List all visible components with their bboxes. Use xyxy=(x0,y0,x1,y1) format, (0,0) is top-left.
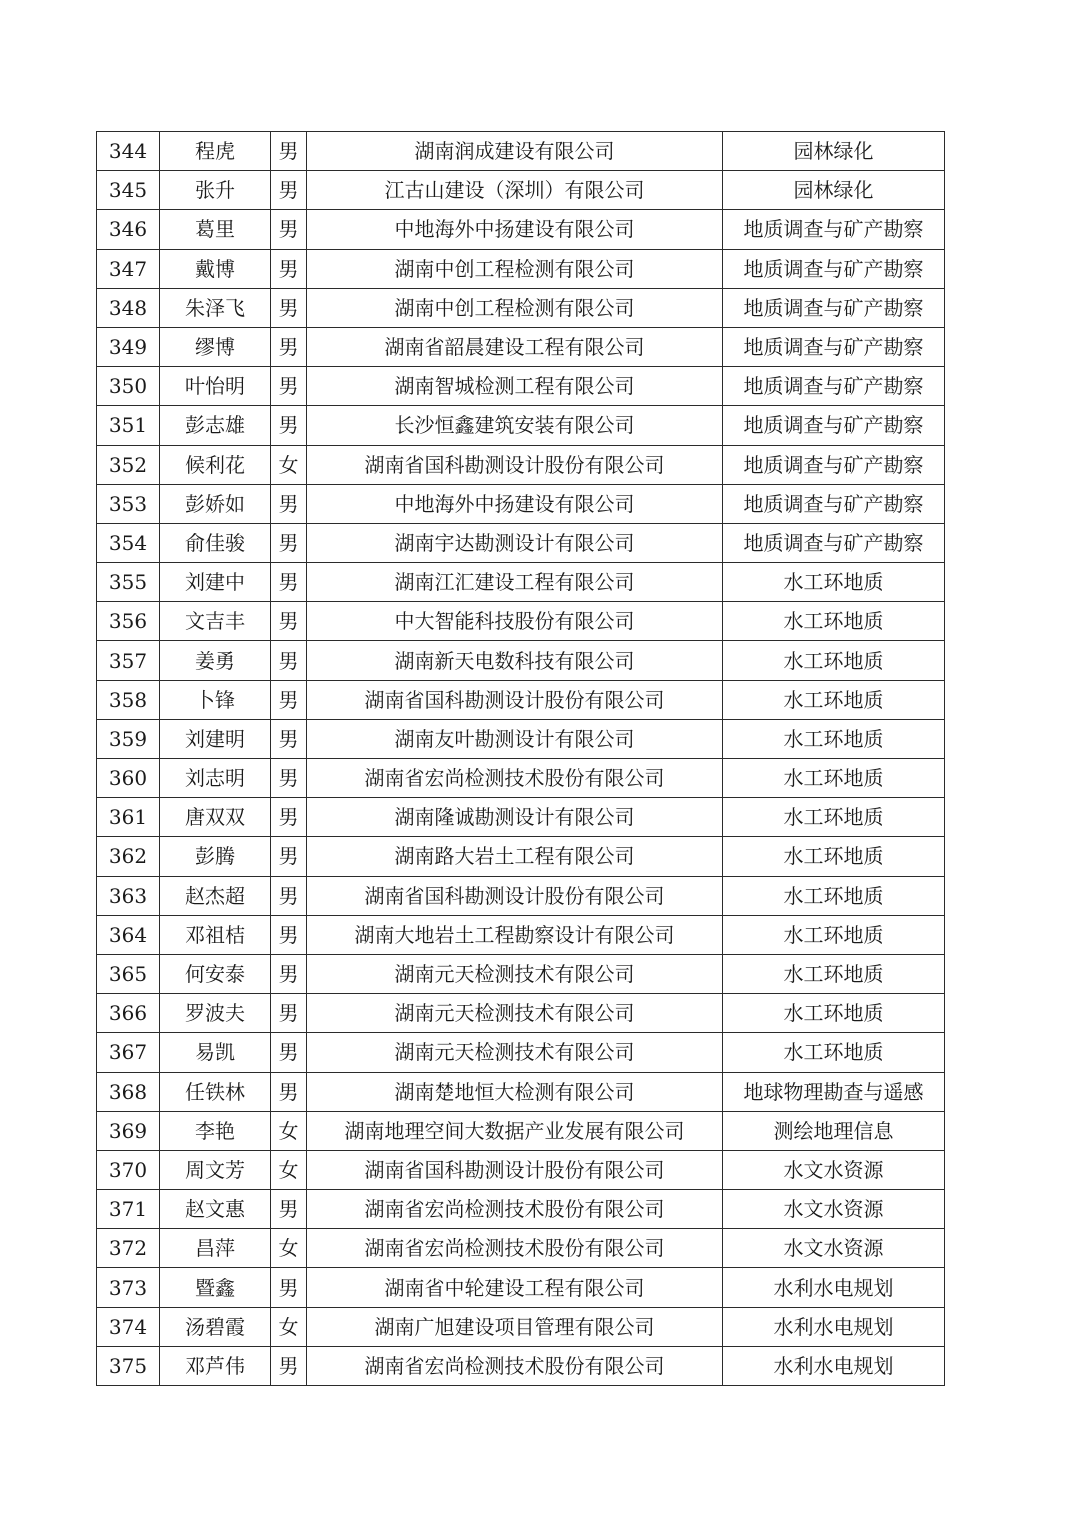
table-row xyxy=(97,602,945,641)
gender: 女 xyxy=(271,1111,307,1150)
person-name: 唐双双 xyxy=(160,798,271,837)
table-row xyxy=(97,1307,945,1346)
company-name: 湖南省韶晨建设工程有限公司 xyxy=(307,327,723,366)
row-number: 359 xyxy=(97,719,160,758)
table-row xyxy=(97,719,945,758)
row-number: 348 xyxy=(97,288,160,327)
table-row xyxy=(97,1111,945,1150)
gender: 男 xyxy=(271,602,307,641)
row-number: 353 xyxy=(97,484,160,523)
table-row xyxy=(97,327,945,366)
gender: 男 xyxy=(271,484,307,523)
table-row xyxy=(97,798,945,837)
person-name: 朱泽飞 xyxy=(160,288,271,327)
specialty-field: 测绘地理信息 xyxy=(723,1111,945,1150)
specialty-field: 水工环地质 xyxy=(723,563,945,602)
specialty-field: 水工环地质 xyxy=(723,837,945,876)
person-name: 卜锋 xyxy=(160,680,271,719)
specialty-field: 地质调查与矿产勘察 xyxy=(723,249,945,288)
company-name: 湖南省国科勘测设计股份有限公司 xyxy=(307,680,723,719)
company-name: 中地海外中扬建设有限公司 xyxy=(307,484,723,523)
row-number: 357 xyxy=(97,641,160,680)
table-row xyxy=(97,523,945,562)
company-name: 江古山建设（深圳）有限公司 xyxy=(307,171,723,210)
specialty-field: 水工环地质 xyxy=(723,759,945,798)
specialty-field: 园林绿化 xyxy=(723,171,945,210)
person-name: 赵杰超 xyxy=(160,876,271,915)
company-name: 湖南新天电数科技有限公司 xyxy=(307,641,723,680)
table-row xyxy=(97,1229,945,1268)
company-name: 湖南广旭建设项目管理有限公司 xyxy=(307,1307,723,1346)
row-number: 367 xyxy=(97,1033,160,1072)
row-number: 369 xyxy=(97,1111,160,1150)
row-number: 344 xyxy=(97,132,160,171)
specialty-field: 水工环地质 xyxy=(723,602,945,641)
table-row xyxy=(97,406,945,445)
company-name: 湖南省宏尚检测技术股份有限公司 xyxy=(307,759,723,798)
company-name: 湖南中创工程检测有限公司 xyxy=(307,288,723,327)
row-number: 366 xyxy=(97,994,160,1033)
person-name: 彭腾 xyxy=(160,837,271,876)
specialty-field: 水工环地质 xyxy=(723,798,945,837)
specialty-field: 地质调查与矿产勘察 xyxy=(723,523,945,562)
gender: 男 xyxy=(271,1072,307,1111)
person-name: 邓芦伟 xyxy=(160,1346,271,1385)
specialty-field: 园林绿化 xyxy=(723,132,945,171)
gender: 男 xyxy=(271,132,307,171)
specialty-field: 水工环地质 xyxy=(723,954,945,993)
company-name: 湖南省国科勘测设计股份有限公司 xyxy=(307,876,723,915)
company-name: 湖南大地岩土工程勘察设计有限公司 xyxy=(307,915,723,954)
person-name: 易凯 xyxy=(160,1033,271,1072)
person-name: 任铁林 xyxy=(160,1072,271,1111)
gender: 男 xyxy=(271,680,307,719)
company-name: 湖南隆诚勘测设计有限公司 xyxy=(307,798,723,837)
person-name: 彭娇如 xyxy=(160,484,271,523)
company-name: 湖南省中轮建设工程有限公司 xyxy=(307,1268,723,1307)
company-name: 湖南友叶勘测设计有限公司 xyxy=(307,719,723,758)
specialty-field: 水利水电规划 xyxy=(723,1268,945,1307)
table-row xyxy=(97,1346,945,1385)
specialty-field: 地质调查与矿产勘察 xyxy=(723,288,945,327)
person-name: 文吉丰 xyxy=(160,602,271,641)
specialty-field: 地质调查与矿产勘察 xyxy=(723,367,945,406)
row-number: 373 xyxy=(97,1268,160,1307)
person-name: 刘建明 xyxy=(160,719,271,758)
gender: 男 xyxy=(271,954,307,993)
table-row xyxy=(97,210,945,249)
roster-table-body xyxy=(97,132,945,1386)
gender: 男 xyxy=(271,249,307,288)
person-name: 俞佳骏 xyxy=(160,523,271,562)
specialty-field: 地质调查与矿产勘察 xyxy=(723,327,945,366)
specialty-field: 水利水电规划 xyxy=(723,1346,945,1385)
table-row xyxy=(97,367,945,406)
table-row xyxy=(97,915,945,954)
table-row xyxy=(97,680,945,719)
gender: 男 xyxy=(271,171,307,210)
table-row xyxy=(97,484,945,523)
company-name: 湖南地理空间大数据产业发展有限公司 xyxy=(307,1111,723,1150)
person-name: 昌萍 xyxy=(160,1229,271,1268)
specialty-field: 水文水资源 xyxy=(723,1190,945,1229)
company-name: 湖南元天检测技术有限公司 xyxy=(307,954,723,993)
gender: 男 xyxy=(271,994,307,1033)
company-name: 中地海外中扬建设有限公司 xyxy=(307,210,723,249)
specialty-field: 水工环地质 xyxy=(723,994,945,1033)
specialty-field: 地质调查与矿产勘察 xyxy=(723,484,945,523)
row-number: 356 xyxy=(97,602,160,641)
gender: 男 xyxy=(271,367,307,406)
specialty-field: 地质调查与矿产勘察 xyxy=(723,445,945,484)
row-number: 361 xyxy=(97,798,160,837)
table-row xyxy=(97,563,945,602)
company-name: 湖南元天检测技术有限公司 xyxy=(307,994,723,1033)
gender: 男 xyxy=(271,523,307,562)
row-number: 365 xyxy=(97,954,160,993)
table-row xyxy=(97,171,945,210)
table-row xyxy=(97,1190,945,1229)
person-name: 姜勇 xyxy=(160,641,271,680)
company-name: 湖南江汇建设工程有限公司 xyxy=(307,563,723,602)
gender: 男 xyxy=(271,1190,307,1229)
gender: 女 xyxy=(271,1229,307,1268)
company-name: 中大智能科技股份有限公司 xyxy=(307,602,723,641)
row-number: 354 xyxy=(97,523,160,562)
table-row xyxy=(97,288,945,327)
gender: 女 xyxy=(271,1150,307,1189)
row-number: 371 xyxy=(97,1190,160,1229)
person-name: 赵文惠 xyxy=(160,1190,271,1229)
person-name: 何安泰 xyxy=(160,954,271,993)
gender: 男 xyxy=(271,915,307,954)
row-number: 358 xyxy=(97,680,160,719)
table-row xyxy=(97,249,945,288)
gender: 男 xyxy=(271,327,307,366)
specialty-field: 水工环地质 xyxy=(723,719,945,758)
table-row xyxy=(97,759,945,798)
company-name: 湖南元天检测技术有限公司 xyxy=(307,1033,723,1072)
specialty-field: 水工环地质 xyxy=(723,876,945,915)
company-name: 湖南省宏尚检测技术股份有限公司 xyxy=(307,1346,723,1385)
row-number: 346 xyxy=(97,210,160,249)
company-name: 长沙恒鑫建筑安装有限公司 xyxy=(307,406,723,445)
company-name: 湖南宇达勘测设计有限公司 xyxy=(307,523,723,562)
row-number: 352 xyxy=(97,445,160,484)
gender: 男 xyxy=(271,1268,307,1307)
row-number: 349 xyxy=(97,327,160,366)
table-row xyxy=(97,445,945,484)
row-number: 363 xyxy=(97,876,160,915)
gender: 男 xyxy=(271,876,307,915)
gender: 男 xyxy=(271,1033,307,1072)
person-name: 张升 xyxy=(160,171,271,210)
row-number: 345 xyxy=(97,171,160,210)
gender: 男 xyxy=(271,406,307,445)
row-number: 355 xyxy=(97,563,160,602)
row-number: 375 xyxy=(97,1346,160,1385)
specialty-field: 地质调查与矿产勘察 xyxy=(723,406,945,445)
company-name: 湖南省宏尚检测技术股份有限公司 xyxy=(307,1190,723,1229)
person-name: 刘志明 xyxy=(160,759,271,798)
person-name: 缪博 xyxy=(160,327,271,366)
gender: 女 xyxy=(271,445,307,484)
person-name: 刘建中 xyxy=(160,563,271,602)
person-name: 邓祖桔 xyxy=(160,915,271,954)
gender: 男 xyxy=(271,641,307,680)
row-number: 362 xyxy=(97,837,160,876)
company-name: 湖南路大岩土工程有限公司 xyxy=(307,837,723,876)
gender: 男 xyxy=(271,798,307,837)
row-number: 364 xyxy=(97,915,160,954)
person-name: 罗波夫 xyxy=(160,994,271,1033)
specialty-field: 地质调查与矿产勘察 xyxy=(723,210,945,249)
person-name: 戴博 xyxy=(160,249,271,288)
row-number: 350 xyxy=(97,367,160,406)
company-name: 湖南中创工程检测有限公司 xyxy=(307,249,723,288)
table-row xyxy=(97,641,945,680)
specialty-field: 水利水电规划 xyxy=(723,1307,945,1346)
row-number: 351 xyxy=(97,406,160,445)
gender: 男 xyxy=(271,288,307,327)
gender: 男 xyxy=(271,759,307,798)
table-row xyxy=(97,837,945,876)
specialty-field: 水工环地质 xyxy=(723,641,945,680)
gender: 男 xyxy=(271,719,307,758)
specialty-field: 水工环地质 xyxy=(723,680,945,719)
person-name: 葛里 xyxy=(160,210,271,249)
person-name: 暨鑫 xyxy=(160,1268,271,1307)
company-name: 湖南省宏尚检测技术股份有限公司 xyxy=(307,1229,723,1268)
gender: 男 xyxy=(271,210,307,249)
specialty-field: 水文水资源 xyxy=(723,1229,945,1268)
row-number: 368 xyxy=(97,1072,160,1111)
person-name: 候利花 xyxy=(160,445,271,484)
row-number: 360 xyxy=(97,759,160,798)
person-name: 叶怡明 xyxy=(160,367,271,406)
row-number: 347 xyxy=(97,249,160,288)
specialty-field: 水工环地质 xyxy=(723,1033,945,1072)
person-name: 程虎 xyxy=(160,132,271,171)
company-name: 湖南省国科勘测设计股份有限公司 xyxy=(307,1150,723,1189)
company-name: 湖南省国科勘测设计股份有限公司 xyxy=(307,445,723,484)
row-number: 372 xyxy=(97,1229,160,1268)
company-name: 湖南润成建设有限公司 xyxy=(307,132,723,171)
specialty-field: 水工环地质 xyxy=(723,915,945,954)
gender: 男 xyxy=(271,837,307,876)
table-row xyxy=(97,954,945,993)
person-name: 汤碧霞 xyxy=(160,1307,271,1346)
table-row xyxy=(97,1033,945,1072)
person-name: 周文芳 xyxy=(160,1150,271,1189)
person-name: 彭志雄 xyxy=(160,406,271,445)
table-row xyxy=(97,1072,945,1111)
row-number: 370 xyxy=(97,1150,160,1189)
specialty-field: 地球物理勘查与遥感 xyxy=(723,1072,945,1111)
company-name: 湖南智城检测工程有限公司 xyxy=(307,367,723,406)
roster-table xyxy=(96,131,945,1386)
gender: 男 xyxy=(271,563,307,602)
table-row xyxy=(97,1268,945,1307)
table-row xyxy=(97,1150,945,1189)
row-number: 374 xyxy=(97,1307,160,1346)
person-name: 李艳 xyxy=(160,1111,271,1150)
table-row xyxy=(97,876,945,915)
gender: 男 xyxy=(271,1346,307,1385)
gender: 女 xyxy=(271,1307,307,1346)
specialty-field: 水文水资源 xyxy=(723,1150,945,1189)
company-name: 湖南楚地恒大检测有限公司 xyxy=(307,1072,723,1111)
table-row xyxy=(97,132,945,171)
table-row xyxy=(97,994,945,1033)
